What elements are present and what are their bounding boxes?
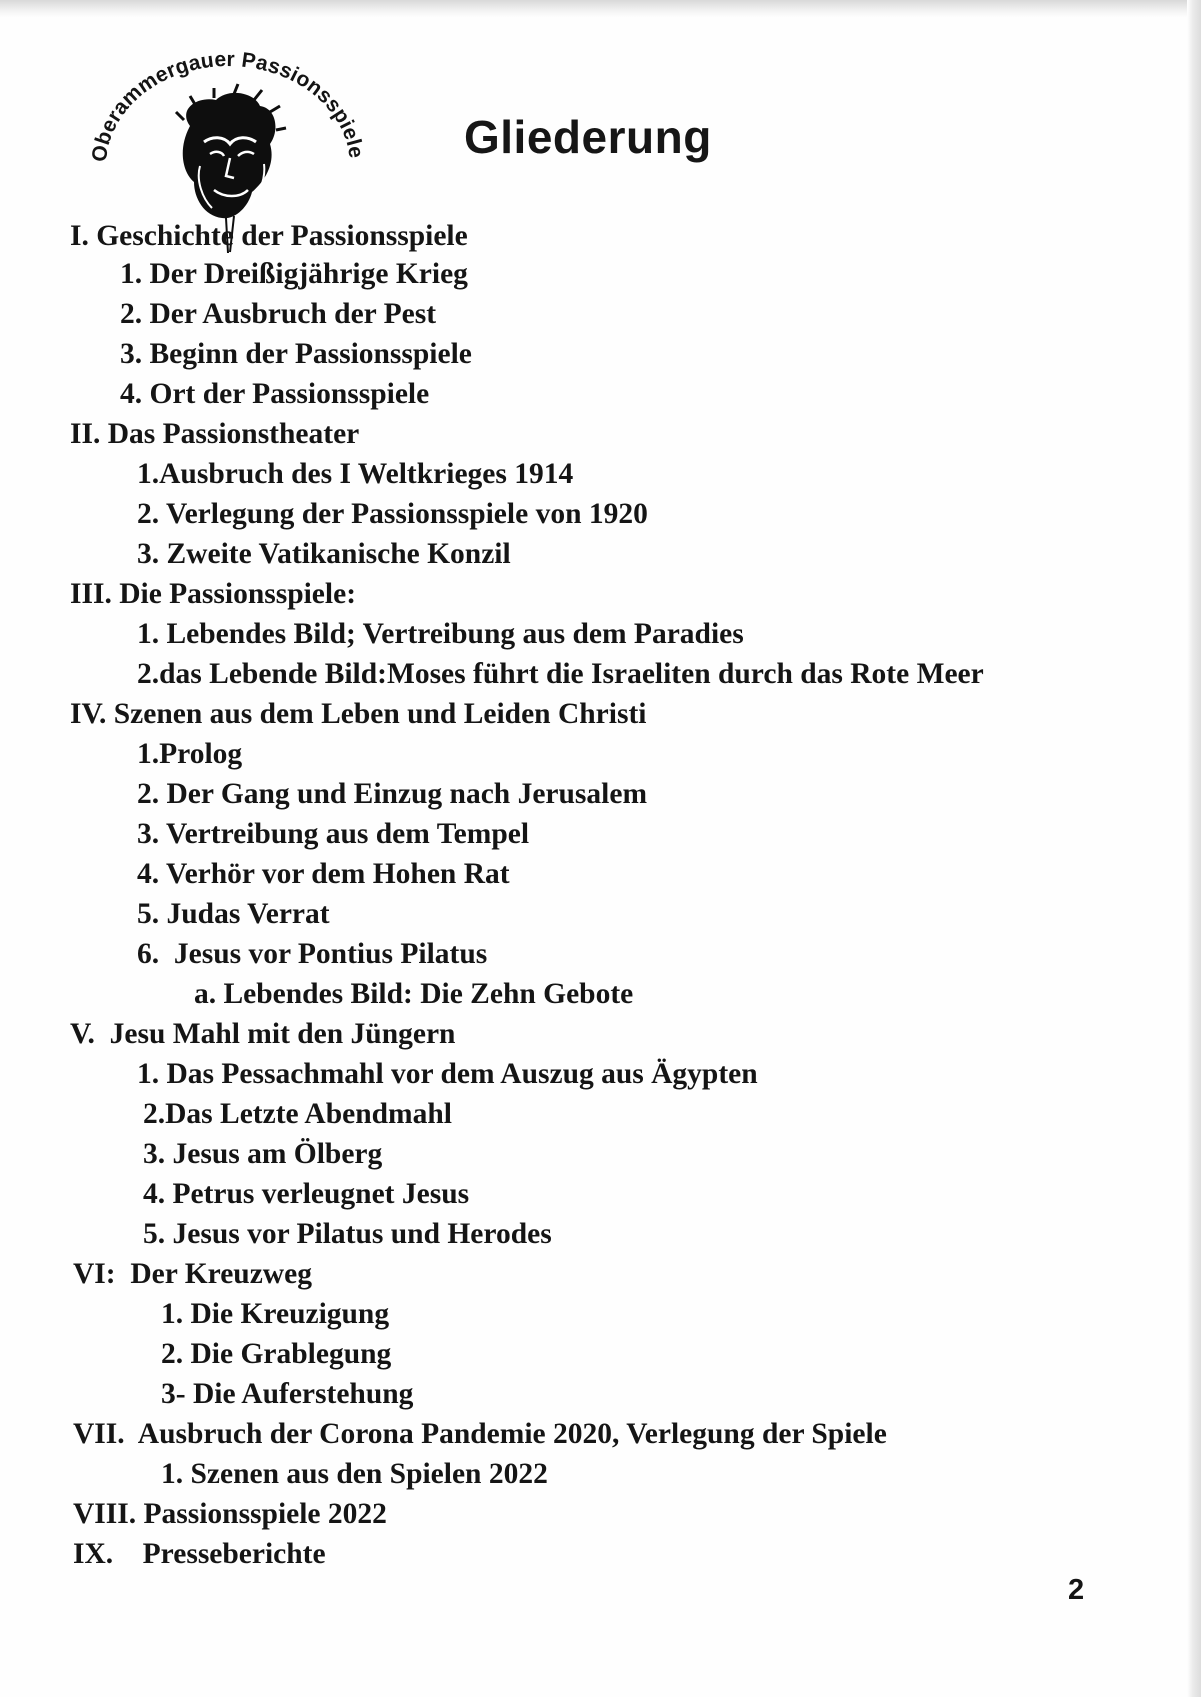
outline-section: I. Geschichte der Passionsspiele bbox=[70, 220, 468, 252]
outline-item: 3. Jesus am Ölberg bbox=[143, 1138, 383, 1170]
outline-item: 1.Ausbruch des I Weltkrieges 1914 bbox=[137, 458, 574, 490]
outline-section: VII. Ausbruch der Corona Pandemie 2020, Verlegung der Spiele bbox=[73, 1418, 887, 1450]
outline-item: 1. Die Kreuzigung bbox=[161, 1298, 390, 1330]
outline-subitem: a. Lebendes Bild: Die Zehn Gebote bbox=[194, 978, 634, 1010]
outline-item: 1. Das Pessachmahl vor dem Auszug aus Ägypten bbox=[137, 1058, 758, 1090]
outline-item: 3. Vertreibung aus dem Tempel bbox=[137, 818, 530, 850]
outline-section: IX. Presseberichte bbox=[73, 1538, 326, 1570]
outline-item: 3. Zweite Vatikanische Konzil bbox=[137, 538, 511, 570]
page-number: 2 bbox=[1068, 1574, 1085, 1606]
outline-item: 2. Die Grablegung bbox=[161, 1338, 392, 1370]
outline-item: 4. Ort der Passionsspiele bbox=[120, 378, 430, 410]
outline-list bbox=[0, 18, 1187, 1697]
outline-item: 3. Beginn der Passionsspiele bbox=[120, 338, 472, 370]
outline-section: VIII. Passionsspiele 2022 bbox=[73, 1498, 387, 1530]
outline-item: 1. Lebendes Bild; Vertreibung aus dem Paradies bbox=[137, 618, 744, 650]
scan-edge-top bbox=[0, 0, 1201, 18]
outline-section: II. Das Passionstheater bbox=[70, 418, 360, 450]
outline-section: VI: Der Kreuzweg bbox=[73, 1258, 312, 1290]
outline-section: V. Jesu Mahl mit den Jüngern bbox=[70, 1018, 456, 1050]
outline-item: 1. Der Dreißigjährige Krieg bbox=[120, 258, 468, 290]
outline-section: III. Die Passionsspiele: bbox=[70, 578, 357, 610]
outline-item: 5. Jesus vor Pilatus und Herodes bbox=[143, 1218, 552, 1250]
outline-section: IV. Szenen aus dem Leben und Leiden Christi bbox=[70, 698, 647, 730]
outline-item: 6. Jesus vor Pontius Pilatus bbox=[137, 938, 488, 970]
outline-item: 3- Die Auferstehung bbox=[161, 1378, 414, 1410]
outline-item: 2. Der Gang und Einzug nach Jerusalem bbox=[137, 778, 648, 810]
outline-item: 2. Verlegung der Passionsspiele von 1920 bbox=[137, 498, 648, 530]
outline-item: 2. Der Ausbruch der Pest bbox=[120, 298, 437, 330]
outline-item: 4. Verhör vor dem Hohen Rat bbox=[137, 858, 510, 890]
outline-item: 1. Szenen aus den Spielen 2022 bbox=[161, 1458, 548, 1490]
outline-item: 1.Prolog bbox=[137, 738, 243, 770]
outline-item: 5. Judas Verrat bbox=[137, 898, 330, 930]
scan-edge-right bbox=[1187, 0, 1201, 1697]
document-page bbox=[0, 18, 1187, 1697]
outline-item: 2.das Lebende Bild:Moses führt die Israeliten durch das Rote Meer bbox=[137, 658, 984, 690]
logo-arc-text: Oberammergauer Passionsspiele bbox=[87, 48, 368, 164]
outline-item: 4. Petrus verleugnet Jesus bbox=[143, 1178, 470, 1210]
page-title: Gliederung bbox=[464, 111, 712, 163]
outline-item: 2.Das Letzte Abendmahl bbox=[143, 1098, 452, 1130]
